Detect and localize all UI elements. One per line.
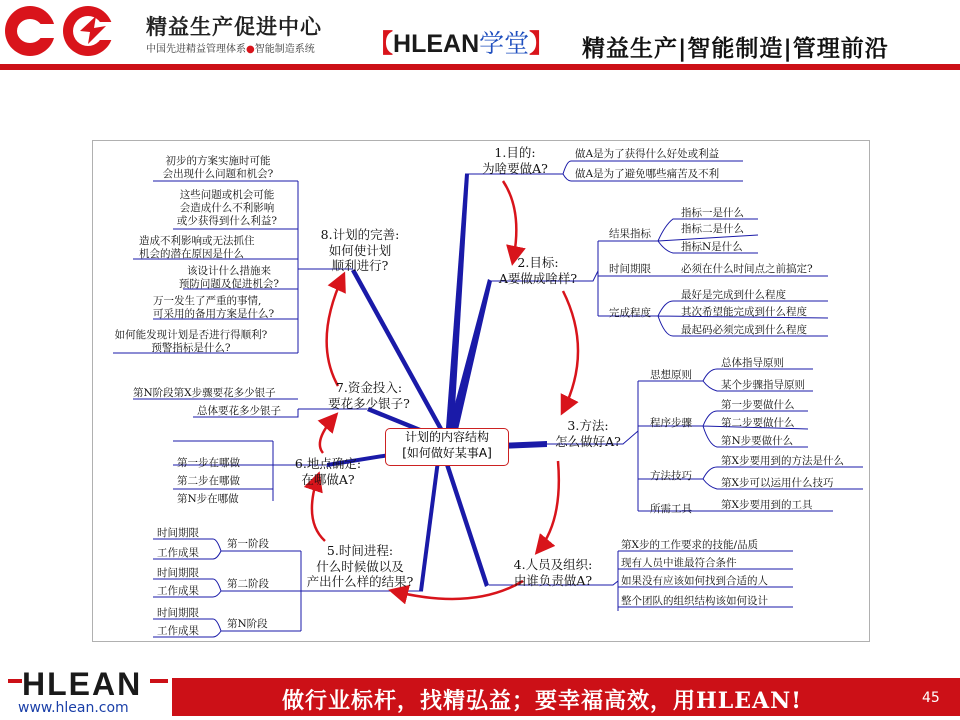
leaf: 工作成果 (157, 547, 199, 559)
header-divider (0, 64, 960, 70)
leaf: 第X步可以运用什么技巧 (721, 477, 834, 489)
branch-1-title: 1.目的: 为啥要做A? (482, 145, 548, 176)
stage-label: 第N阶段 (227, 618, 268, 630)
leaf: 总体指导原则 (721, 357, 784, 369)
leaf: 指标二是什么 (681, 223, 744, 235)
leaf: 必须在什么时间点之前搞定? (681, 263, 813, 275)
leaf: 指标N是什么 (681, 241, 743, 253)
leaf: 初步的方案实施时可能 会出现什么问题和机会? (162, 155, 274, 181)
page-number: 45 (922, 690, 940, 706)
brand-subtitle: 中国先进精益管理体系●智能制造系统 (146, 44, 315, 55)
group-label: 完成程度 (609, 307, 651, 319)
leaf: 造成不利影响或无法抓住 机会的潜在原因是什么 (139, 235, 255, 261)
leaf: 工作成果 (157, 585, 199, 597)
leaf: 第X步要用到的工具 (721, 499, 813, 511)
leaf: 做A是为了避免哪些痛苦及不利 (575, 168, 720, 180)
group-label: 所需工具 (650, 503, 692, 515)
leaf: 第X步要用到的方法是什么 (721, 455, 844, 467)
leaf: 工作成果 (157, 625, 199, 637)
branch-2-title: 2.目标: A要做成啥样? (498, 255, 578, 286)
academy-title: 【HLEAN学堂】 (368, 29, 555, 58)
leaf: 指标一是什么 (681, 207, 744, 219)
leaf: 这些问题或机会可能 会造成什么不利影响 或少获得到什么利益? (176, 189, 278, 228)
leaf: 现有人员中谁最符合条件 (621, 557, 737, 569)
brand-name: 精益生产促进中心 (146, 15, 322, 39)
leaf: 第N步在哪做 (177, 493, 239, 505)
mind-map-diagram (92, 140, 870, 642)
website-link[interactable]: www.hlean.com (18, 700, 129, 716)
group-label: 思想原则 (650, 369, 692, 381)
branch-7-title: 7.资金投入: 要花多少银子? (328, 380, 410, 411)
leaf: 第一步要做什么 (721, 399, 795, 411)
leaf: 最起码必须完成到什么程度 (681, 324, 807, 336)
leaf: 总体要花多少银子 (197, 405, 281, 417)
leaf: 第N步要做什么 (721, 435, 794, 447)
leaf: 最好是完成到什么程度 (681, 289, 786, 301)
branch-5-title: 5.时间进程: 什么时候做以及 产出什么样的结果? (306, 543, 414, 590)
branch-3-title: 3.方法: 怎么做好A? (555, 418, 621, 449)
leaf: 时间期限 (157, 527, 199, 539)
group-label: 结果指标 (609, 228, 651, 240)
branch-8-title: 8.计划的完善: 如何使计划 顺利进行? (320, 227, 400, 274)
center-node: 计划的内容结构 [如何做好某事A] (385, 428, 509, 466)
group-label: 时间期限 (609, 263, 651, 275)
branch-4-title: 4.人员及组织: 由谁负责做A? (513, 557, 593, 588)
branch-6-title: 6.地点确定: 在哪做A? (294, 456, 362, 487)
leaf: 第二步要做什么 (721, 417, 795, 429)
stage-label: 第二阶段 (227, 578, 269, 590)
footer-logo-text: HLEAN (22, 666, 143, 701)
leaf: 整个团队的组织结构该如何设计 (621, 595, 768, 607)
leaf: 做A是为了获得什么好处或利益 (575, 148, 720, 160)
company-logo-c-icon (5, 6, 55, 56)
leaf: 某个步骤指导原则 (721, 379, 805, 391)
leaf: 第N阶段第X步骤要花多少银子 (133, 387, 276, 399)
leaf: 时间期限 (157, 567, 199, 579)
header-slogan: 精益生产|智能制造|管理前沿 (582, 36, 889, 62)
leaf: 该设计什么措施来 预防问题及促进机会? (178, 265, 280, 291)
leaf: 第二步在哪做 (177, 475, 240, 487)
leaf: 第X步的工作要求的技能/品质 (621, 539, 759, 551)
leaf: 其次希望能完成到什么程度 (681, 306, 807, 318)
leaf: 如何能发现计划是否进行得顺利? 预警指标是什么? (114, 329, 268, 355)
group-label: 方法技巧 (650, 470, 692, 482)
group-label: 程序步骤 (650, 417, 692, 429)
footer-slogan: 做行业标杆，找精弘益；要幸福高效，用HLEAN! (282, 688, 802, 714)
leaf: 时间期限 (157, 607, 199, 619)
leaf: 万一发生了严重的事情, 可采用的备用方案是什么? (153, 295, 275, 321)
company-logo-emblem-icon (58, 4, 130, 58)
leaf: 第一步在哪做 (177, 457, 240, 469)
stage-label: 第一阶段 (227, 538, 269, 550)
hlean-footer-logo (8, 665, 168, 701)
leaf: 如果没有应该如何找到合适的人 (621, 575, 768, 587)
